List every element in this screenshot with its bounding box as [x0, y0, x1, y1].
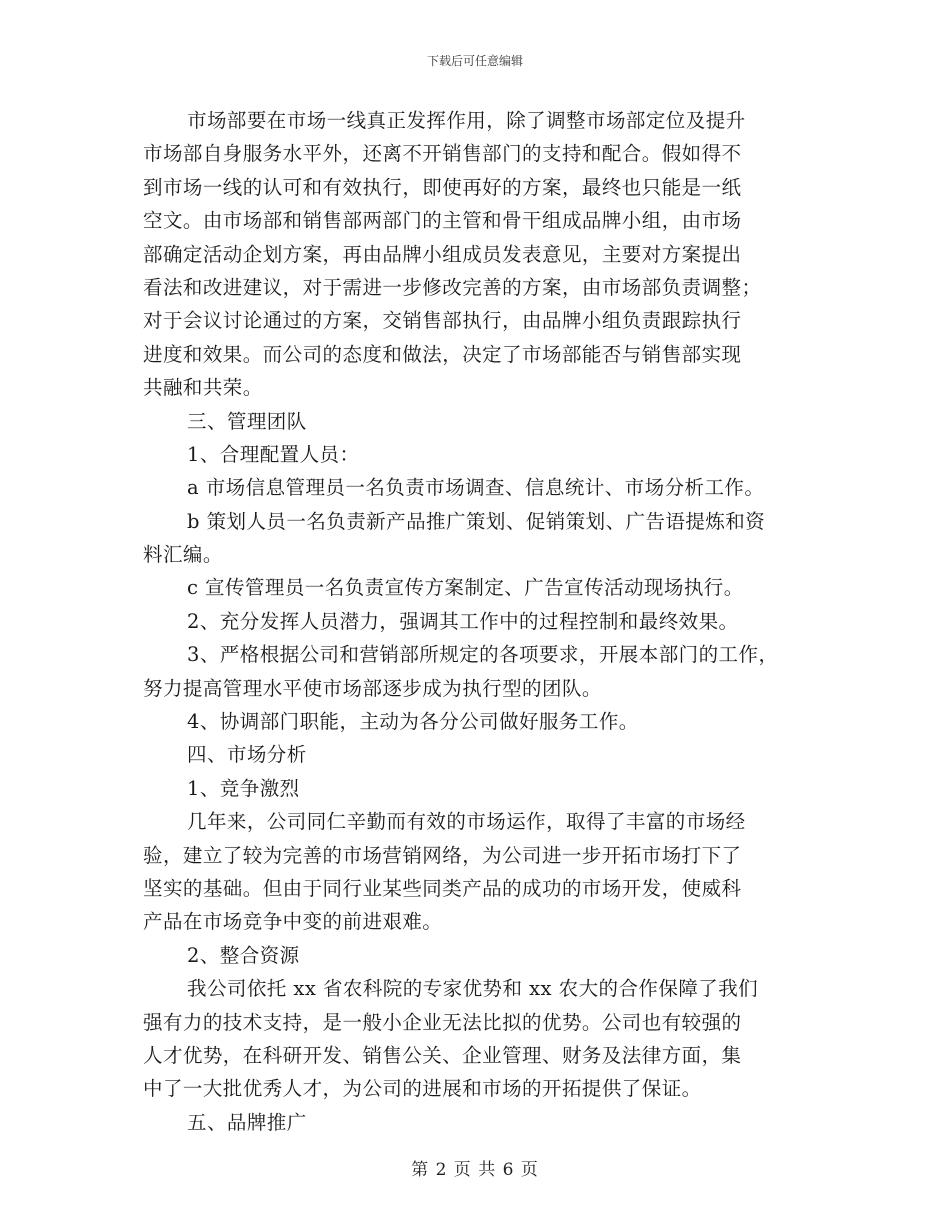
text-line: 3、严格根据公司和营销部所规定的各项要求，开展本部门的工作，: [187, 643, 779, 667]
text-line: 三、管理团队: [187, 409, 307, 433]
header-note: 下载后可任意编辑: [426, 54, 523, 68]
text-line: 1、竞争激烈: [187, 776, 300, 800]
text-line: 几年来，公司同仁辛勤而有效的市场运作，取得了丰富的市场经: [187, 810, 746, 834]
text-line: 料汇编。: [143, 543, 223, 567]
text-line: 人才优势，在科研开发、销售公关、企业管理、财务及法律方面，集: [143, 1043, 742, 1067]
text-line: 产品在市场竞争中变的前进艰难。: [143, 910, 443, 934]
text-line: 1、合理配置人员：: [187, 442, 360, 466]
text-line: 四、市场分析: [187, 743, 307, 767]
text-line: 市场部要在市场一线真正发挥作用，除了调整市场部定位及提升: [187, 109, 746, 132]
text-line: 坚实的基础。但由于同行业某些同类产品的成功的市场开发，使威科: [143, 876, 742, 900]
text-line: 中了一大批优秀人才，为公司的进展和市场的开拓提供了保证。: [143, 1077, 702, 1101]
text-line: 强有力的技术支持，是一般小企业无法比拟的优势。公司也有较强的: [143, 1010, 742, 1034]
text-line: 2、充分发挥人员潜力，强调其工作中的过程控制和最终效果。: [187, 609, 739, 633]
text-line: 共融和共荣。: [143, 376, 263, 400]
text-line: 市场部自身服务水平外，还离不开销售部门的支持和配合。假如得不: [143, 142, 742, 166]
document-body: [143, 104, 823, 1139]
text-line: b 策划人员一名负责新产品推广策划、促销策划、广告语提炼和资: [187, 509, 766, 533]
text-line: 五、品牌推广: [187, 1110, 307, 1134]
text-line: 4、协调部门职能，主动为各分公司做好服务工作。: [187, 710, 639, 734]
text-line: 2、整合资源: [187, 943, 300, 967]
text-line: c 宣传管理员一名负责宣传方案制定、广告宣传活动现场执行。: [187, 576, 744, 600]
text-line: 进度和效果。而公司的态度和做法，决定了市场部能否与销售部实现: [143, 342, 742, 366]
text-line: 部确定活动企划方案，再由品牌小组成员发表意见，主要对方案提出: [143, 242, 742, 266]
text-line: 空文。由市场部和销售部两部门的主管和骨干组成品牌小组，由市场: [143, 209, 742, 233]
text-line: 我公司依托 xx 省农科院的专家优势和 xx 农大的合作保障了我们: [187, 977, 759, 1001]
text-line: 验，建立了较为完善的市场营销网络，为公司进一步开拓市场打下了: [143, 843, 742, 867]
text-line: 努力提高管理水平使市场部逐步成为执行型的团队。: [143, 676, 602, 700]
text-line: 对于会议讨论通过的方案，交销售部执行，由品牌小组负责跟踪执行: [143, 309, 742, 333]
page-footer: 第 2 页 共 6 页: [411, 1160, 539, 1180]
text-line: 到市场一线的认可和有效执行，即使再好的方案，最终也只能是一纸: [143, 175, 742, 199]
text-line: a 市场信息管理员一名负责市场调查、信息统计、市场分析工作。: [187, 476, 765, 500]
text-line: 看法和改进建议，对于需进一步修改完善的方案，由市场部负责调整；: [143, 275, 762, 299]
